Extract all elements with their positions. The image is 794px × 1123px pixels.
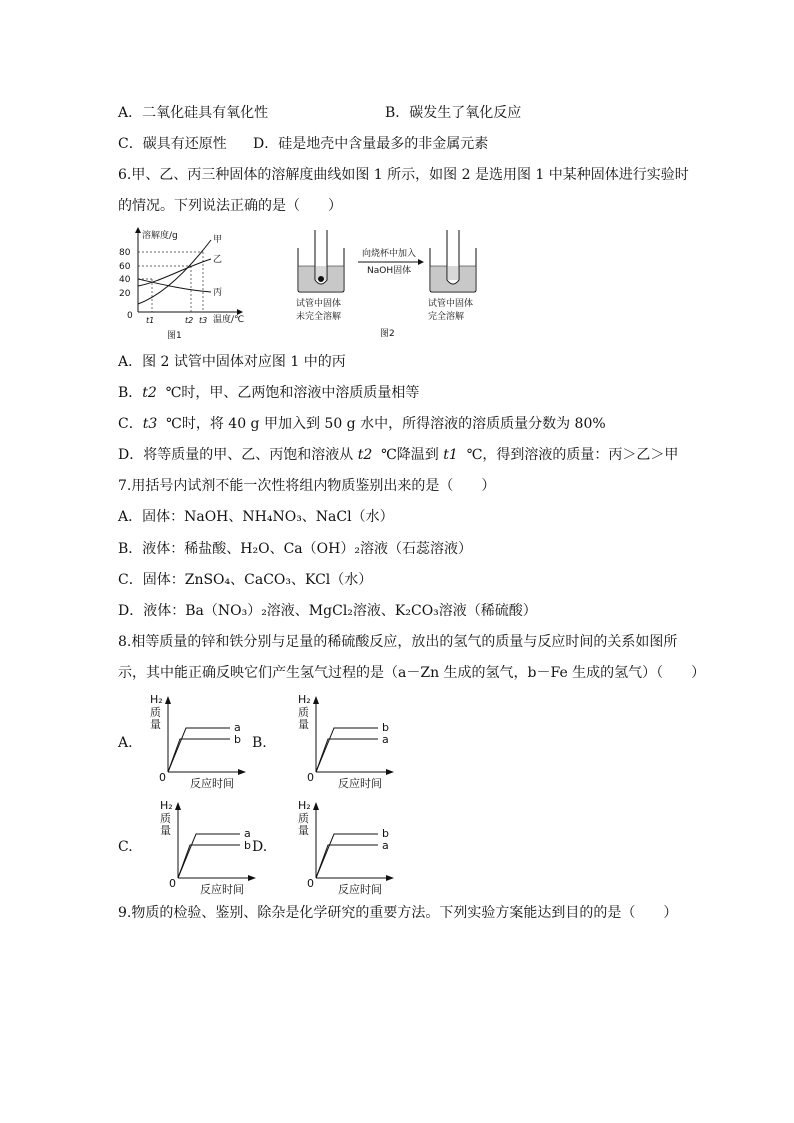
h2-time-graph	[130, 690, 250, 790]
fig1-caption: 图1	[167, 331, 182, 341]
q5-option-b: B．碳发生了氧化反应	[385, 105, 522, 121]
h2-time-graph	[278, 796, 398, 896]
q7-option-b: B．液体：稀盐酸、H₂O、Ca（OH）₂溶液（石蕊溶液）	[118, 541, 472, 557]
q7-option-a: A．固体：NaOH、NH₄NO₃、NaCl（水）	[118, 509, 394, 525]
q8-option-letter: A.	[118, 735, 133, 751]
bottom-series-label: b	[234, 733, 241, 746]
q8-stem-line2: 示，其中能正确反映它们产生氢气过程的是（a－Zn 生成的氢气，b－Fe 生成的氢气）（ ）	[118, 665, 706, 681]
mass-label-1: 质	[150, 706, 161, 719]
line-bottom	[178, 845, 240, 878]
origin-label: 0	[127, 311, 133, 321]
q5-option-c: C．碳具有还原性	[118, 136, 227, 152]
q5-option-d: D．硅是地壳中含量最多的非金属元素	[253, 136, 489, 152]
y-axis-arrow	[313, 802, 319, 810]
origin-label: 0	[159, 771, 166, 784]
left-beaker	[298, 230, 344, 292]
y-tick-40: 40	[119, 275, 131, 285]
h2-time-graph	[278, 690, 398, 790]
q7-stem: 7.用括号内试剂不能一次性将组内物质鉴别出来的是（ ）	[118, 478, 496, 494]
q7-option-c: C．固体：ZnSO₄、CaCO₃、KCl（水）	[118, 572, 373, 588]
q8-option-letter: C.	[118, 839, 133, 855]
solubility-chart	[115, 226, 260, 344]
mass-label-1: 质	[298, 812, 309, 825]
h2-label: H₂	[160, 799, 173, 812]
right-label-1: 试管中固体	[428, 299, 474, 309]
y-tick-60: 60	[119, 262, 131, 272]
right-beaker	[430, 230, 476, 292]
beaker-experiment-figure	[290, 226, 490, 344]
origin-label: 0	[307, 877, 314, 890]
bottom-series-label: a	[382, 839, 389, 852]
bottom-series-label: b	[244, 839, 251, 852]
origin-label: 0	[307, 771, 314, 784]
bottom-series-label: a	[382, 733, 389, 746]
q6-option-c: C．t3 ℃时，将 40 g 甲加入到 50 g 水中，所得溶液的溶质质量分数为 80%	[118, 416, 606, 432]
q8-option-letter: D.	[252, 839, 268, 855]
x-tick-t3: t3	[199, 316, 208, 325]
curve-label-yi: 乙	[213, 255, 223, 265]
var-t2: t2	[142, 385, 157, 401]
q7-option-d: D．液体：Ba（NO₃）₂溶液、MgCl₂溶液、K₂CO₃溶液（稀硫酸）	[118, 603, 537, 619]
mass-label-1: 质	[160, 812, 171, 825]
q9-stem: 9.物质的检验、鉴别、除杂是化学研究的重要方法。下列实验方案能达到目的的是（ ）	[118, 905, 678, 921]
q6-stem-line2: 的情况。下列说法正确的是（ ）	[118, 198, 342, 214]
reaction-time-label: 反应时间	[338, 883, 382, 896]
x-tick-t2: t2	[185, 316, 194, 325]
var-t1-d: t1	[443, 447, 458, 463]
top-series-label: a	[234, 721, 241, 734]
x-axis-label: 温度/℃	[213, 315, 245, 325]
x-tick-t1: t1	[146, 316, 155, 325]
curve-jia	[138, 240, 211, 304]
x-axis-arrow	[386, 769, 394, 775]
y-axis-label: 溶解度/g	[142, 231, 178, 241]
mass-label-2: 量	[298, 718, 309, 731]
y-axis-arrow	[175, 802, 181, 810]
origin-label: 0	[169, 877, 176, 890]
right-label-2: 完全溶解	[428, 312, 465, 322]
q8-stem-line1: 8.相等质量的锌和铁分别与足量的稀硫酸反应，放出的氢气的质量与反应时间的关系如图所	[118, 634, 678, 650]
var-t3: t3	[142, 416, 158, 432]
curve-label-jia: 甲	[213, 235, 223, 245]
h2-label: H₂	[298, 799, 311, 812]
h2-time-graph	[140, 796, 260, 896]
line-bottom	[168, 739, 230, 772]
x-axis-arrow	[248, 875, 256, 881]
arrow-text-1: 向烧杯中加入	[362, 249, 417, 259]
q6-option-d: D．将等质量的甲、乙、丙饱和溶液从 t2 ℃降温到 t1 ℃，得到溶液的质量：丙＞乙＞甲	[118, 447, 679, 463]
reaction-time-label: 反应时间	[200, 883, 244, 896]
q6-option-b: B．t2 ℃时，甲、乙两饱和溶液中溶质质量相等	[118, 385, 420, 401]
line-top	[178, 834, 240, 878]
h2-label: H₂	[150, 693, 163, 706]
mass-label-2: 量	[160, 824, 171, 837]
y-tick-20: 20	[119, 289, 131, 299]
q5-option-a: A．二氧化硅具有氧化性	[118, 105, 269, 121]
mass-label-2: 量	[298, 824, 309, 837]
line-bottom	[316, 739, 378, 772]
line-top	[168, 728, 230, 772]
top-series-label: b	[382, 721, 389, 734]
y-tick-80: 80	[119, 248, 131, 258]
reaction-time-label: 反应时间	[338, 777, 382, 790]
h2-label: H₂	[298, 693, 311, 706]
var-t2-d: t2	[357, 447, 373, 463]
fig2-caption: 图2	[380, 329, 395, 339]
line-top	[316, 834, 378, 878]
y-axis-arrow	[313, 696, 319, 704]
top-series-label: a	[244, 827, 251, 840]
x-axis-arrow	[238, 769, 246, 775]
top-series-label: b	[382, 827, 389, 840]
y-axis-arrow	[165, 696, 171, 704]
q6-option-a: A．图 2 试管中固体对应图 1 中的丙	[118, 354, 346, 370]
q6-stem-line1: 6.甲、乙、丙三种固体的溶解度曲线如图 1 所示，如图 2 是选用图 1 中某种固体进行实验时	[118, 167, 689, 183]
mass-label-1: 质	[298, 706, 309, 719]
arrow-text-2: NaOH固体	[367, 266, 412, 276]
line-bottom	[316, 845, 378, 878]
q8-option-letter: B.	[252, 735, 267, 751]
left-label-1: 试管中固体	[296, 299, 342, 309]
line-top	[316, 728, 378, 772]
x-axis-arrow	[386, 875, 394, 881]
curve-label-bing: 丙	[213, 288, 223, 298]
reaction-time-label: 反应时间	[190, 777, 234, 790]
left-label-2: 未完全溶解	[296, 312, 342, 322]
mass-label-2: 量	[150, 718, 161, 731]
